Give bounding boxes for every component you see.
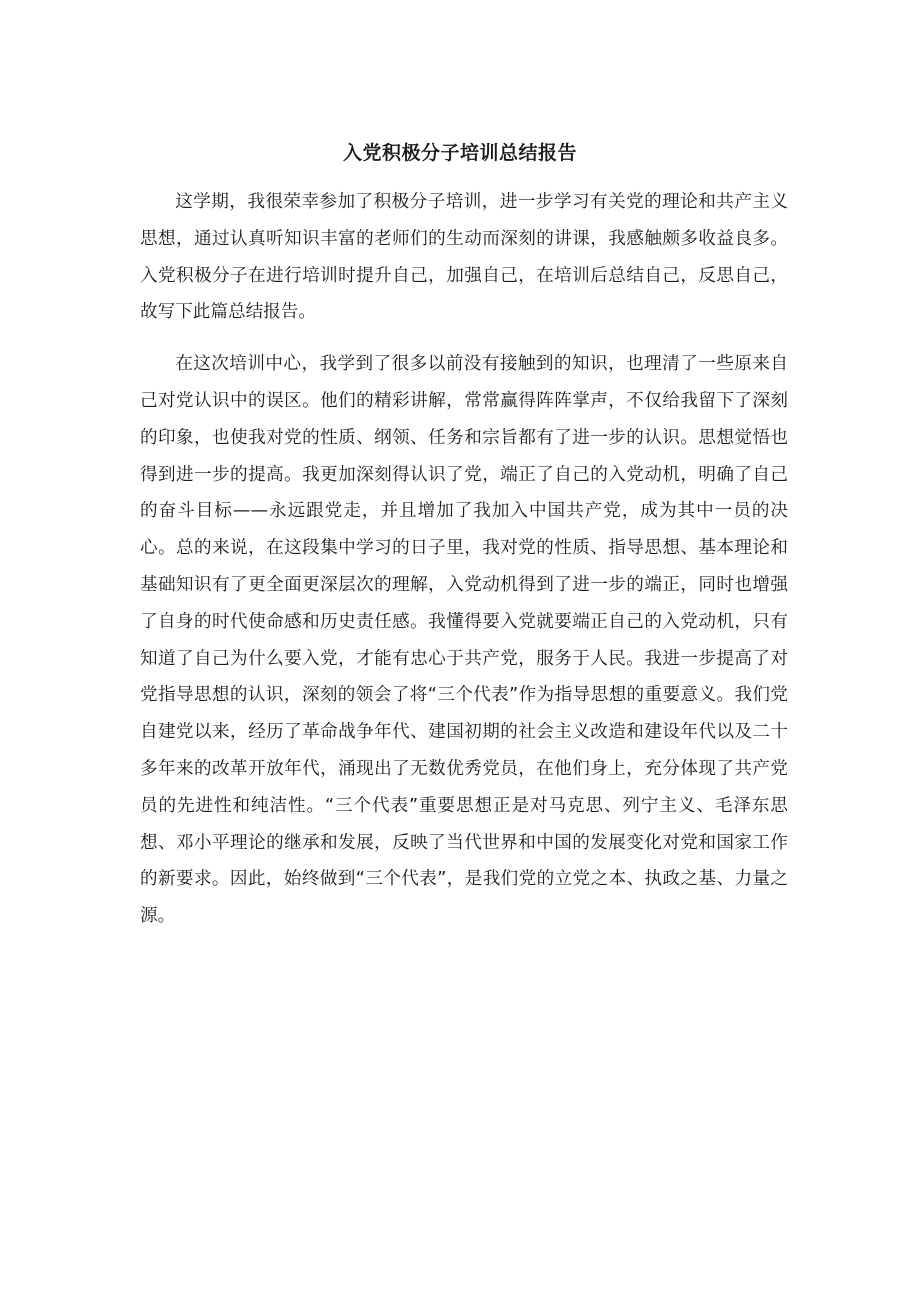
document-body bbox=[140, 184, 788, 935]
paragraph-intro: 这学期，我很荣幸参加了积极分子培训，进一步学习有关党的理论和共产主义思想，通过认真听知识丰富的老师们的生动而深刻的讲课，我感触颇多收益良多。入党积极分子在进行培训时提升自己，加强自己，在培训后总结自己，反思自己，故写下此篇总结报告。 bbox=[140, 192, 788, 323]
document-title: 入党积极分子培训总结报告 bbox=[342, 142, 577, 164]
paragraph-training-reflection: 在这次培训中心，我学到了很多以前没有接触到的知识，也理清了一些原来自己对党认识中的误区。他们的精彩讲解，常常赢得阵阵掌声，不仅给我留下了深刻的印象，也使我对党的性质、纲领、任务和宗旨都有了进一步的认识。思想觉悟也得到进一步的提高。我更加深刻得认识了党，端正了自己的入党动机，明确了自己的奋斗目标——永远跟党走，并且增加了我加入中国共产党，成为其中一员的决心。总的来说，在这段集中学习的日子里，我对党的性质、指导思想、基本理论和基础知识有了更全面更深层次的理解，入党动机得到了进一步的端正，同时也增强了自身的时代使命感和历史责任感。我懂得要入党就要端正自己的入党动机，只有知道了自己为什么要入党，才能有忠心于共产党，服务于人民。我进一步提高了对党指导思想的认识，深刻的领会了将“三个代表”作为指导思想的重要意义。我们党自建党以来，经历了革命战争年代、建国初期的社会主义改造和建设年代以及二十多年来的改革开放年代，涌现出了无数优秀党员，在他们身上，充分体现了共产党员的先进性和纯洁性。“三个代表”重要思想正是对马克思、列宁主义、毛泽东思想、邓小平理论的继承和发展，反映了当代世界和中国的发展变化对党和国家工作的新要求。因此，始终做到“三个代表”，是我们党的立党之本、执政之基、力量之源。 bbox=[140, 354, 788, 927]
